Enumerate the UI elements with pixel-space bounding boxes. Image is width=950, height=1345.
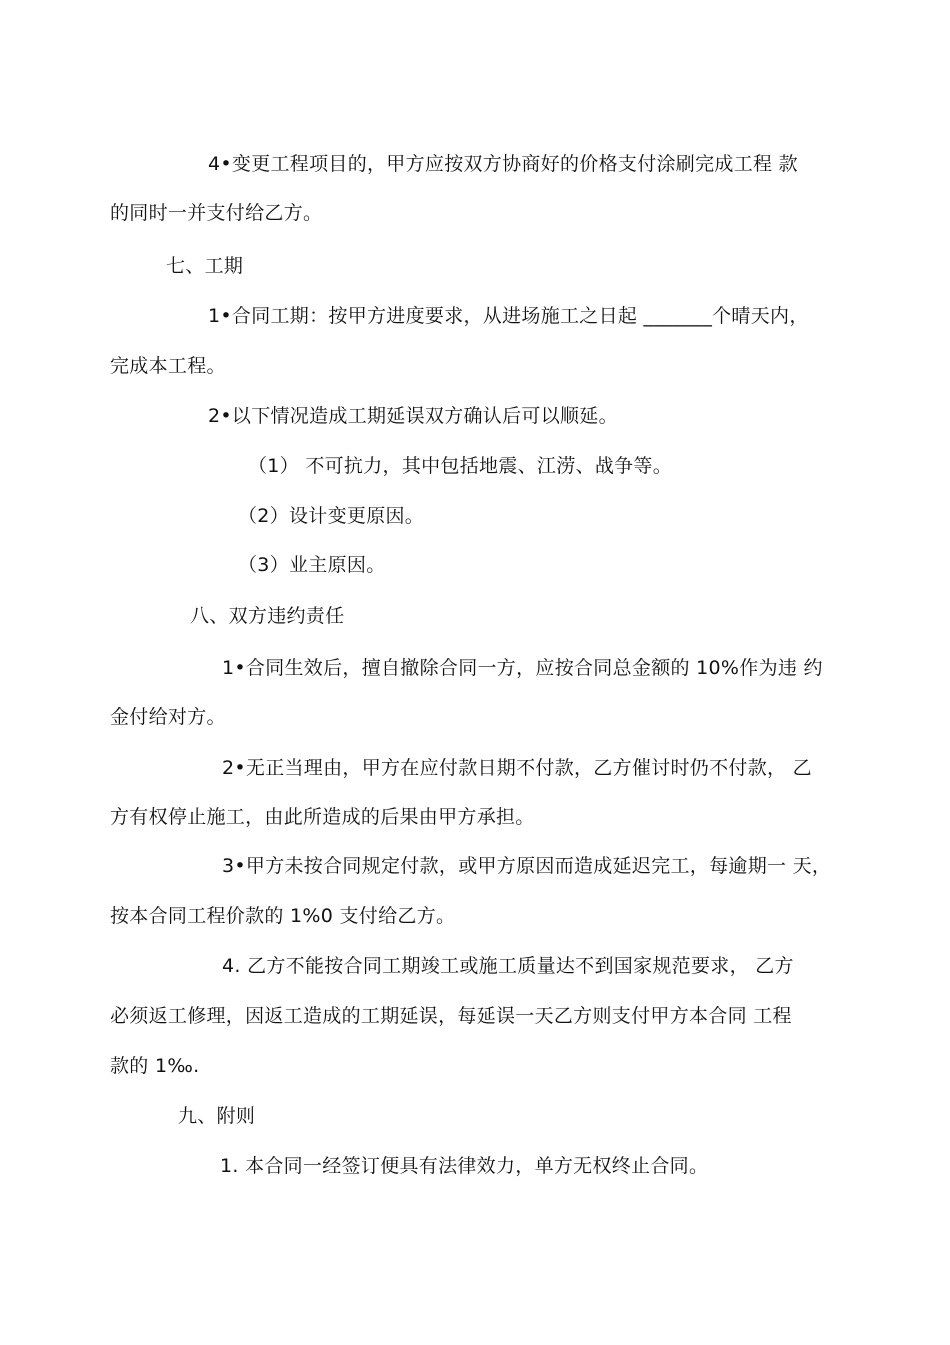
- section-heading: 七、工期: [166, 255, 244, 277]
- paragraph-line: 必须返工修理，因返工造成的工期延误，每延误一天乙方则支付甲方本合同 工程: [110, 1005, 792, 1027]
- paragraph-line: 2•无正当理由，甲方在应付款日期不付款，乙方催讨时仍不付款， 乙: [222, 757, 812, 779]
- paragraph-line: 的同时一并支付给乙方。: [110, 202, 323, 224]
- section-heading: 八、双方违约责任: [190, 605, 345, 627]
- paragraph-line: 款的 1‰.: [110, 1055, 200, 1077]
- paragraph-line: 1. 本合同一经签订便具有法律效力，单方无权终止合同。: [220, 1155, 709, 1177]
- list-item: （2）设计变更原因。: [238, 505, 425, 527]
- paragraph-line: 方有权停止施工，由此所造成的后果由甲方承担。: [110, 806, 535, 828]
- paragraph-line: 按本合同工程价款的 1%0 支付给乙方。: [110, 905, 456, 927]
- paragraph-line: 4•变更工程项目的，甲方应按双方协商好的价格支付涂刷完成工程 款: [208, 153, 798, 175]
- list-item: （3）业主原因。: [238, 554, 386, 576]
- list-item: （1） 不可抗力，其中包括地震、江涝、战争等。: [248, 455, 673, 477]
- section-heading: 九、附则: [178, 1105, 256, 1127]
- paragraph-line: 4. 乙方不能按合同工期竣工或施工质量达不到国家规范要求， 乙方: [222, 955, 794, 977]
- paragraph-line: 3•甲方未按合同规定付款，或甲方原因而造成延迟完工，每逾期一 天，: [222, 855, 832, 877]
- paragraph-line: 1•合同生效后，擅自撤除合同一方，应按合同总金额的 10%作为违 约: [222, 657, 823, 679]
- paragraph-line: 1•合同工期：按甲方进度要求，从进场施工之日起 _______个晴天内，: [208, 305, 809, 327]
- paragraph-line: 金付给对方。: [110, 706, 226, 728]
- paragraph-line: 完成本工程。: [110, 355, 226, 377]
- paragraph-line: 2•以下情况造成工期延误双方确认后可以顺延。: [208, 405, 618, 427]
